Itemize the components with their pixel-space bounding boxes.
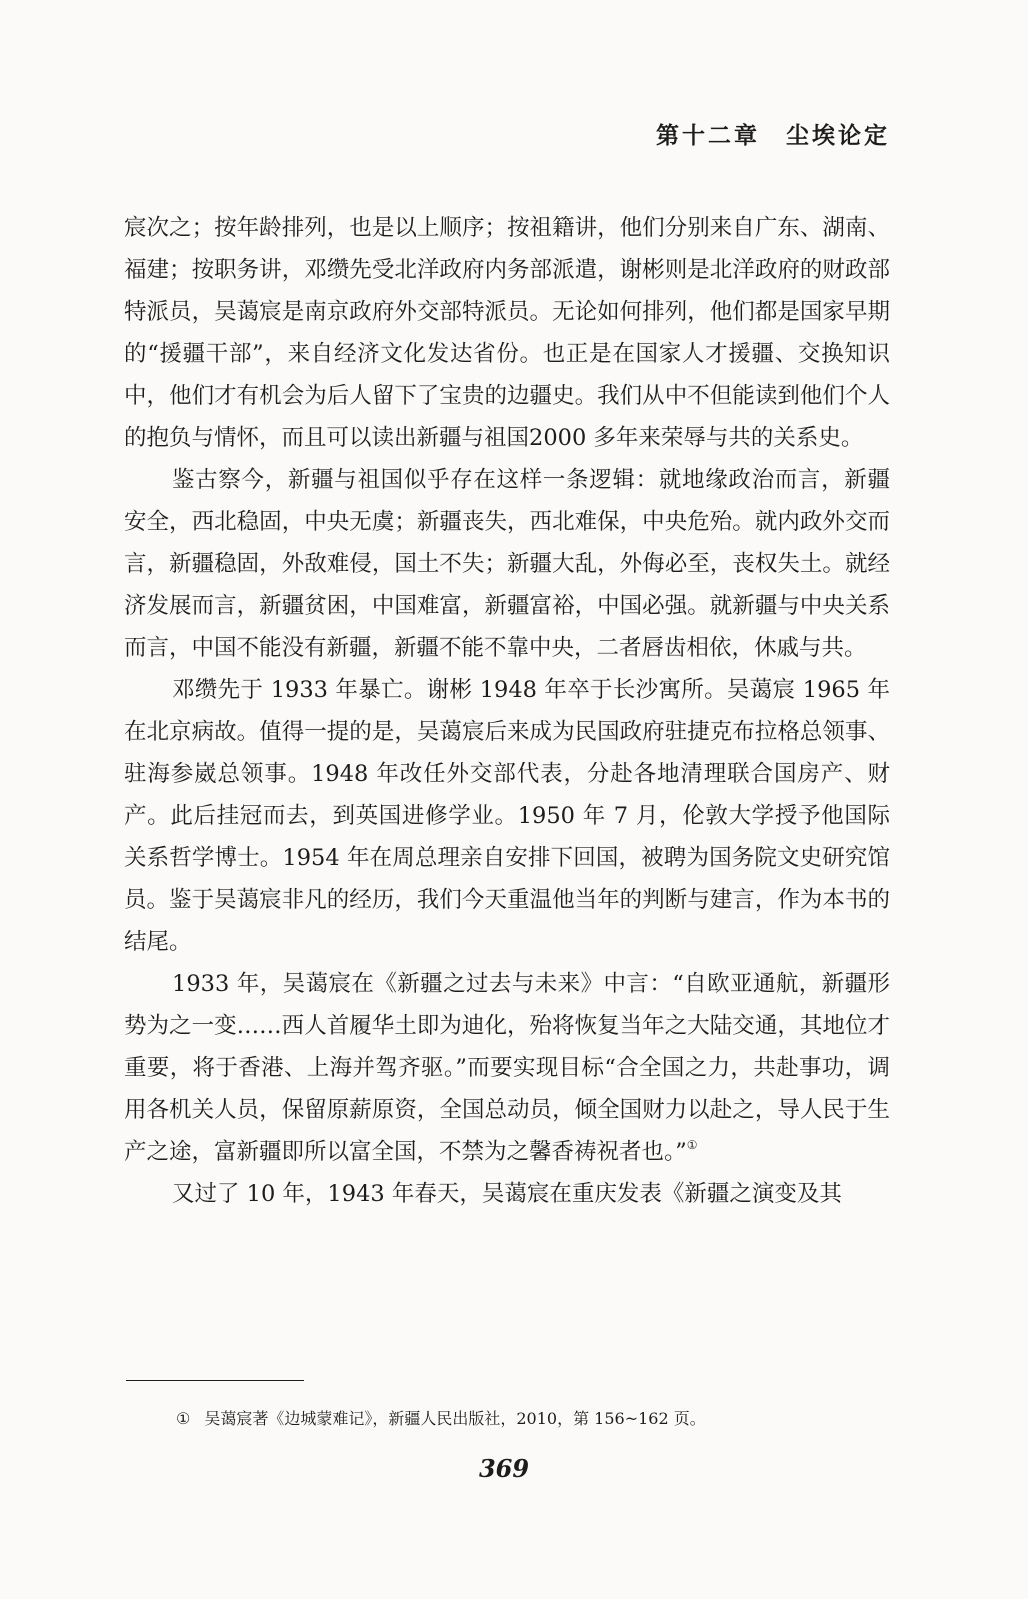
- page-number: 369: [478, 1454, 530, 1483]
- running-head: 第十二章 尘埃论定: [656, 122, 890, 149]
- body-text: [124, 207, 890, 1215]
- footnote: [176, 1406, 706, 1429]
- paragraph-2: 鉴古察今，新疆与祖国似乎存在这样一条逻辑：就地缘政治而言，新疆安全，西北稳固，中央无虞；新疆丧失，西北难保，中央危殆。就内政外交而言，新疆稳固，外敌难侵，国土不失；新疆大乱，外侮必至，丧权失土。就经济发展而言，新疆贫困，中国难富，新疆富裕，中国必强。就新疆与中央关系而言，中国不能没有新疆，新疆不能不靠中央，二者唇齿相依，休戚与共。: [124, 467, 890, 661]
- paragraph-4-text: 1933 年，吴蔼宸在《新疆之过去与未来》中言：“自欧亚通航，新疆形势为之一变……西人首履华土即为迪化，殆将恢复当年之大陆交通，其地位才重要，将于香港、上海并驾齐驱。”而要实现目标“合全国之力，共赴事功，调用各机关人员，保留原薪原资，全国总动员，倾全国财力以赴之，导人民于生产之途，富新疆即所以富全国，不禁为之馨香祷祝者也。”: [124, 971, 890, 1165]
- footnote-marker: ①: [176, 1409, 191, 1428]
- paragraph-3: 邓缵先于 1933 年暴亡。谢彬 1948 年卒于长沙寓所。吴蔼宸 1965 年在北京病故。值得一提的是，吴蔼宸后来成为民国政府驻捷克布拉格总领事、驻海参崴总领事。1948 年改任外交部代表，分赴各地清理联合国房产、财产。此后挂冠而去，到英国进修学业。1950 年 7 月，伦敦大学授予他国际关系哲学博士。1954 年在周总理亲自安排下回国，被聘为国务院文史研究馆员。鉴于吴蔼宸非凡的经历，我们今天重温他当年的判断与建言，作为本书的结尾。: [124, 677, 890, 955]
- footnote-text: 吴蔼宸著《边城蒙难记》，新疆人民出版社，2010，第 156~162 页。: [204, 1409, 706, 1428]
- footnote-reference: ①: [686, 1138, 698, 1152]
- footnote-divider: [126, 1380, 304, 1381]
- paragraph-4: [124, 963, 890, 1173]
- paragraph-1: 宸次之；按年龄排列，也是以上顺序；按祖籍讲，他们分别来自广东、湖南、福建；按职务讲，邓缵先受北洋政府内务部派遣，谢彬则是北洋政府的财政部特派员，吴蔼宸是南京政府外交部特派员。无论如何排列，他们都是国家早期的“援疆干部”，来自经济文化发达省份。也正是在国家人才援疆、交换知识中，他们才有机会为后人留下了宝贵的边疆史。我们从中不但能读到他们个人的抱负与情怀，而且可以读出新疆与祖国2000 多年来荣辱与共的关系史。: [124, 215, 890, 451]
- paragraph-5: 又过了 10 年，1943 年春天，吴蔼宸在重庆发表《新疆之演变及其: [172, 1181, 842, 1207]
